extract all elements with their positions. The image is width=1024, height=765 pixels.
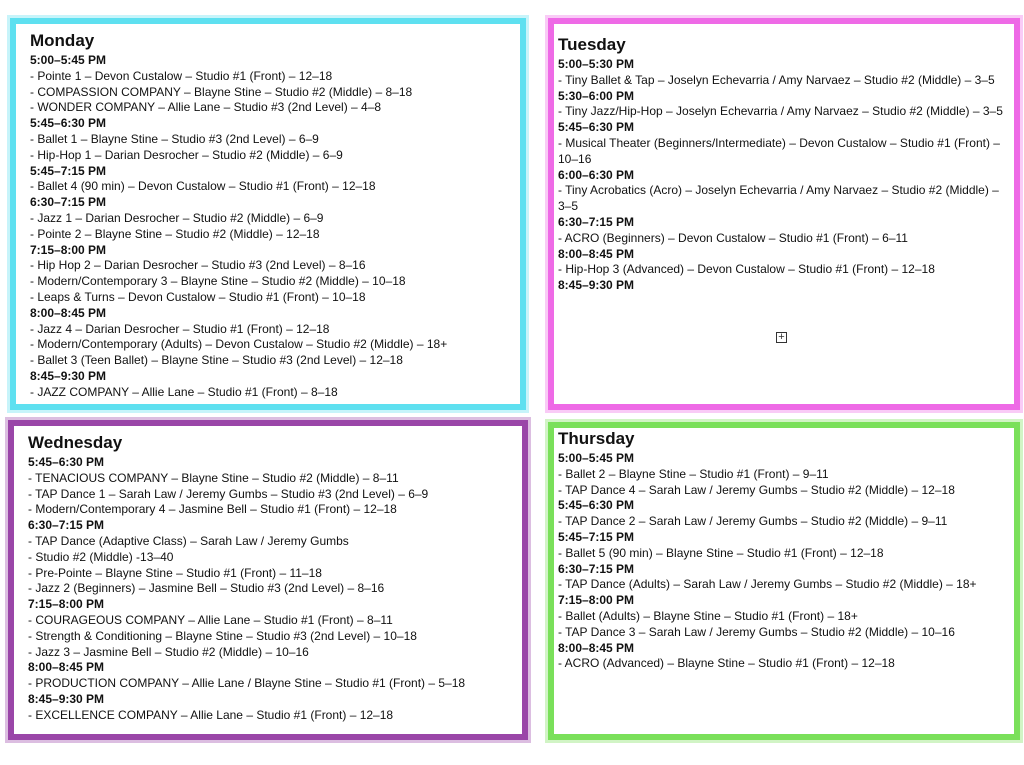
time-slot: 7:15–8:00 PM (558, 593, 635, 608)
class-entry: - Jazz 2 (Beginners) – Jasmine Bell – Studio #3 (2nd Level) – 8–16 (28, 581, 385, 596)
class-entry: - Pointe 1 – Devon Custalow – Studio #1 (Front) – 12–18 (30, 68, 333, 83)
class-entry: - Ballet (Adults) – Blayne Stine – Studio #1 (Front) – 18+ (558, 608, 858, 623)
time-slot: 6:30–7:15 PM (30, 195, 107, 210)
class-entry: - Tiny Jazz/Hip-Hop – Joselyn Echevarria / Amy Narvaez – Studio #2 (Middle) – 3–5 (558, 104, 1003, 119)
class-entry: - Modern/Contemporary 4 – Jasmine Bell – Studio #1 (Front) – 12–18 (28, 502, 397, 517)
class-entry: - Ballet 3 (Teen Ballet) – Blayne Stine – Studio #3 (2nd Level) – 12–18 (30, 353, 403, 368)
class-entry: - Ballet 1 – Blayne Stine – Studio #3 (2nd Level) – 6–9 (30, 131, 319, 146)
time-slot: 5:45–7:15 PM (30, 163, 107, 178)
time-slot: 7:15–8:00 PM (30, 242, 107, 257)
day-title: Thursday (558, 429, 635, 448)
class-entry: - Pointe 2 – Blayne Stine – Studio #2 (Middle) – 12–18 (30, 226, 320, 241)
time-slot: 5:45–7:15 PM (558, 529, 635, 544)
class-entry: - TAP Dance 2 – Sarah Law / Jeremy Gumbs – Studio #2 (Middle) – 9–11 (558, 514, 948, 529)
class-entry: - TAP Dance (Adults) – Sarah Law / Jeremy Gumbs – Studio #2 (Middle) – 18+ (558, 577, 977, 592)
class-entry: - TAP Dance 4 – Sarah Law / Jeremy Gumbs – Studio #2 (Middle) – 12–18 (558, 482, 955, 497)
class-entry: - Jazz 1 – Darian Desrocher – Studio #2 (Middle) – 6–9 (30, 210, 324, 225)
class-entry: - Pre-Pointe – Blayne Stine – Studio #1 (Front) – 11–18 (28, 565, 322, 580)
class-entry: - COURAGEOUS COMPANY – Allie Lane – Studio #1 (Front) – 8–11 (28, 612, 393, 627)
class-entry: - Jazz 4 – Darian Desrocher – Studio #1 (Front) – 12–18 (30, 321, 330, 336)
time-slot: 8:00–8:45 PM (30, 305, 107, 320)
class-entry: - Hip-Hop 3 (Advanced) – Devon Custalow – Studio #1 (Front) – 12–18 (558, 262, 935, 277)
time-slot: 8:45–9:30 PM (28, 691, 105, 706)
class-entry: - PRODUCTION COMPANY – Allie Lane / Blayne Stine – Studio #1 (Front) – 5–18 (28, 676, 466, 691)
class-entry: - ACRO (Advanced) – Blayne Stine – Studio #1 (Front) – 12–18 (558, 656, 895, 671)
day-title: Wednesday (28, 433, 123, 452)
day-title: Monday (30, 31, 95, 50)
tuesday-schedule (558, 34, 1008, 294)
monday-card (10, 18, 526, 410)
time-slot: 5:45–6:30 PM (558, 498, 635, 513)
class-entry: - Modern/Contemporary 3 – Blayne Stine – Studio #2 (Middle) – 10–18 (30, 274, 406, 289)
class-entry: - Ballet 5 (90 min) – Blayne Stine – Studio #1 (Front) – 12–18 (558, 545, 884, 560)
class-entry: - Modern/Contemporary (Adults) – Devon Custalow – Studio #2 (Middle) – 18+ (30, 337, 448, 352)
time-slot: 8:00–8:45 PM (558, 640, 635, 655)
class-entry: - Hip Hop 2 – Darian Desrocher – Studio #3 (2nd Level) – 8–16 (30, 258, 366, 273)
class-entry: - ACRO (Beginners) – Devon Custalow – Studio #1 (Front) – 6–11 (558, 230, 908, 245)
time-slot: 8:45–9:30 PM (558, 278, 635, 293)
time-slot: 5:45–6:30 PM (558, 120, 635, 135)
class-entry: - EXCELLENCE COMPANY – Allie Lane – Studio #1 (Front) – 12–18 (28, 707, 394, 722)
time-slot: 6:00–6:30 PM (558, 167, 635, 182)
time-slot: 6:30–7:15 PM (558, 214, 635, 229)
time-slot: 6:30–7:15 PM (558, 561, 635, 576)
class-entry: - Ballet 4 (90 min) – Devon Custalow – Studio #1 (Front) – 12–18 (30, 179, 376, 194)
wednesday-card (8, 420, 528, 740)
class-entry: - TENACIOUS COMPANY – Blayne Stine – Studio #2 (Middle) – 8–11 (28, 470, 399, 485)
day-title: Tuesday (558, 35, 626, 54)
class-entry: - Studio #2 (Middle) -13–40 (28, 549, 174, 564)
class-entry: - JAZZ COMPANY – Allie Lane – Studio #1 (Front) – 8–18 (30, 384, 338, 399)
time-slot: 8:00–8:45 PM (28, 660, 105, 675)
class-entry: - TAP Dance (Adaptive Class) – Sarah Law / Jeremy Gumbs (28, 533, 349, 548)
wednesday-schedule (28, 432, 516, 724)
class-entry: - Tiny Ballet & Tap – Joselyn Echevarria / Amy Narvaez – Studio #2 (Middle) – 3–5 (558, 72, 995, 87)
class-entry: - Ballet 2 – Blayne Stine – Studio #1 (Front) – 9–11 (558, 466, 829, 481)
time-slot: 5:30–6:00 PM (558, 88, 635, 103)
class-entry: - Tiny Acrobatics (Acro) – Joselyn Echevarria / Amy Narvaez – Studio #2 (Middle) – 3–5 (558, 183, 999, 214)
class-entry: - Jazz 3 – Jasmine Bell – Studio #2 (Middle) – 10–16 (28, 644, 309, 659)
time-slot: 8:00–8:45 PM (558, 246, 635, 261)
thursday-schedule (558, 428, 1008, 672)
add-row-plus-icon[interactable]: + (776, 332, 787, 343)
monday-schedule (30, 30, 514, 401)
tuesday-card (548, 18, 1020, 410)
class-entry: - COMPASSION COMPANY – Blayne Stine – Studio #2 (Middle) – 8–18 (30, 84, 413, 99)
time-slot: 5:00–5:30 PM (558, 57, 635, 71)
class-entry: - Hip-Hop 1 – Darian Desrocher – Studio #2 (Middle) – 6–9 (30, 147, 343, 162)
class-entry: - Strength & Conditioning – Blayne Stine – Studio #3 (2nd Level) – 10–18 (28, 628, 417, 643)
thursday-card (548, 422, 1020, 740)
class-entry: - Musical Theater (Beginners/Intermediate) – Devon Custalow – Studio #1 (Front) – 10–16 (558, 135, 1000, 166)
time-slot: 5:00–5:45 PM (30, 53, 107, 67)
class-entry: - Leaps & Turns – Devon Custalow – Studio #1 (Front) – 10–18 (30, 289, 366, 304)
class-entry: - WONDER COMPANY – Allie Lane – Studio #3 (2nd Level) – 4–8 (30, 100, 382, 115)
time-slot: 7:15–8:00 PM (28, 597, 105, 612)
time-slot: 6:30–7:15 PM (28, 518, 105, 533)
class-entry: - TAP Dance 1 – Sarah Law / Jeremy Gumbs – Studio #3 (2nd Level) – 6–9 (28, 486, 429, 501)
time-slot: 5:45–6:30 PM (30, 116, 107, 131)
class-entry: - TAP Dance 3 – Sarah Law / Jeremy Gumbs – Studio #2 (Middle) – 10–16 (558, 624, 955, 639)
time-slot: 5:00–5:45 PM (558, 451, 635, 465)
time-slot: 8:45–9:30 PM (30, 368, 107, 383)
time-slot: 5:45–6:30 PM (28, 455, 105, 469)
